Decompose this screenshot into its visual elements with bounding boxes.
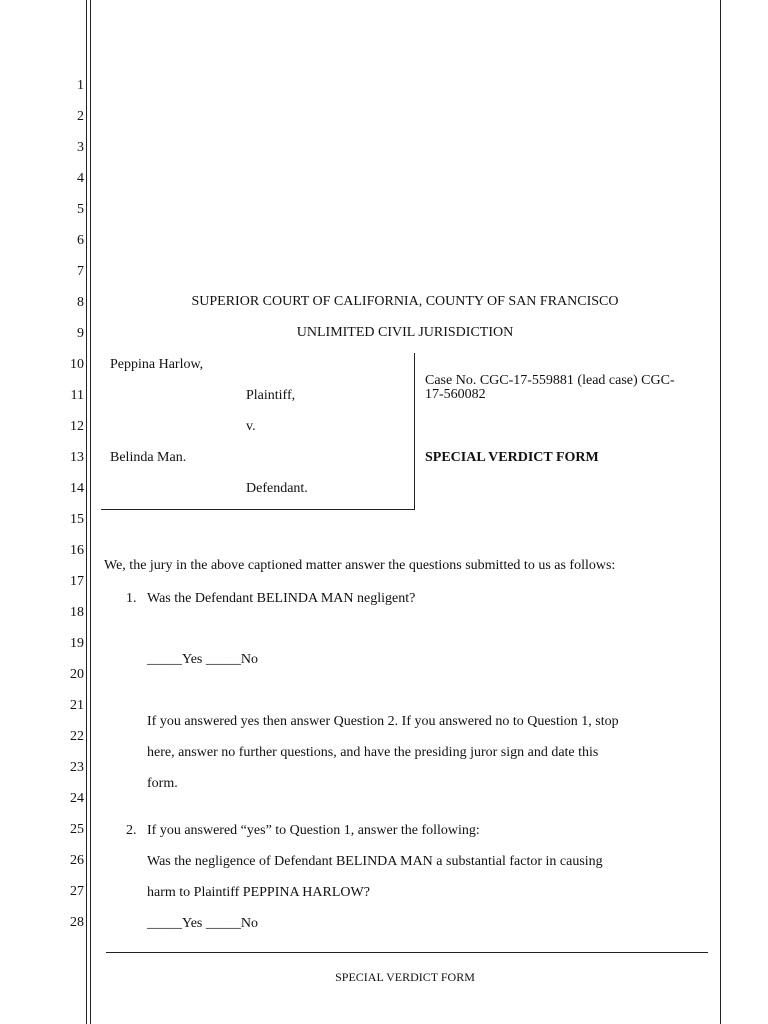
line-number: 11 xyxy=(70,388,84,403)
line-number: 6 xyxy=(77,233,84,248)
versus: v. xyxy=(246,419,256,434)
line-number: 12 xyxy=(70,419,84,434)
intro-statement: We, the jury in the above captioned matter answer the questions submitted to us as follows: xyxy=(104,558,616,573)
caption-box-bottom-border xyxy=(101,509,415,510)
footer-title: SPECIAL VERDICT FORM xyxy=(335,970,475,984)
question-1-instruction-line-2: here, answer no further questions, and have the presiding juror sign and date this xyxy=(147,745,599,760)
caption-box-right-border xyxy=(414,353,415,510)
line-number: 26 xyxy=(70,853,84,868)
line-number: 23 xyxy=(70,760,84,775)
line-number: 10 xyxy=(70,357,84,372)
right-margin-rule xyxy=(720,0,721,1024)
line-number: 7 xyxy=(77,264,84,279)
left-margin-rule-inner xyxy=(90,0,91,1024)
line-number: 15 xyxy=(70,512,84,527)
line-number: 24 xyxy=(70,791,84,806)
question-1-answer-blanks: _____Yes _____No xyxy=(147,652,258,667)
line-number: 4 xyxy=(77,171,84,186)
line-number: 18 xyxy=(70,605,84,620)
line-number: 27 xyxy=(70,884,84,899)
line-number: 20 xyxy=(70,667,84,682)
question-2-number: 2. xyxy=(126,823,137,838)
question-2-text: If you answered “yes” to Question 1, answer the following: xyxy=(147,823,480,838)
question-2-line-2: Was the negligence of Defendant BELINDA MAN a substantial factor in causing xyxy=(147,854,603,869)
jurisdiction: UNLIMITED CIVIL JURISDICTION xyxy=(296,325,514,340)
line-number: 5 xyxy=(77,202,84,217)
line-number: 17 xyxy=(70,574,84,589)
question-1-instruction-line-1: If you answered yes then answer Question 2. If you answered no to Question 1, stop xyxy=(147,714,619,729)
line-number: 1 xyxy=(77,78,84,93)
left-margin-rule-outer xyxy=(86,0,87,1024)
line-number: 9 xyxy=(77,326,84,341)
line-number: 25 xyxy=(70,822,84,837)
line-number: 22 xyxy=(70,729,84,744)
line-number: 13 xyxy=(70,450,84,465)
question-1-number: 1. xyxy=(126,591,137,606)
defendant-name: Belinda Man. xyxy=(110,450,187,465)
court-name: SUPERIOR COURT OF CALIFORNIA, COUNTY OF SAN FRANCISCO xyxy=(191,294,619,309)
footer-rule xyxy=(106,952,708,953)
defendant-role: Defendant. xyxy=(246,481,308,496)
case-number-line-2: 17-560082 xyxy=(425,387,486,402)
line-number: 28 xyxy=(70,915,84,930)
line-number: 3 xyxy=(77,140,84,155)
line-number: 19 xyxy=(70,636,84,651)
question-1-instruction-line-3: form. xyxy=(147,776,178,791)
plaintiff-role: Plaintiff, xyxy=(246,388,296,403)
case-number-line-1: Case No. CGC-17-559881 (lead case) CGC- xyxy=(425,373,675,388)
question-2-answer-blanks: _____Yes _____No xyxy=(147,916,258,931)
document-title: SPECIAL VERDICT FORM xyxy=(425,450,599,465)
question-1-text: Was the Defendant BELINDA MAN negligent? xyxy=(147,591,416,606)
plaintiff-name: Peppina Harlow, xyxy=(110,357,204,372)
line-number: 14 xyxy=(70,481,84,496)
line-number: 21 xyxy=(70,698,84,713)
question-2-line-3: harm to Plaintiff PEPPINA HARLOW? xyxy=(147,885,370,900)
line-number: 2 xyxy=(77,109,84,124)
line-number: 8 xyxy=(77,295,84,310)
line-number: 16 xyxy=(70,543,84,558)
